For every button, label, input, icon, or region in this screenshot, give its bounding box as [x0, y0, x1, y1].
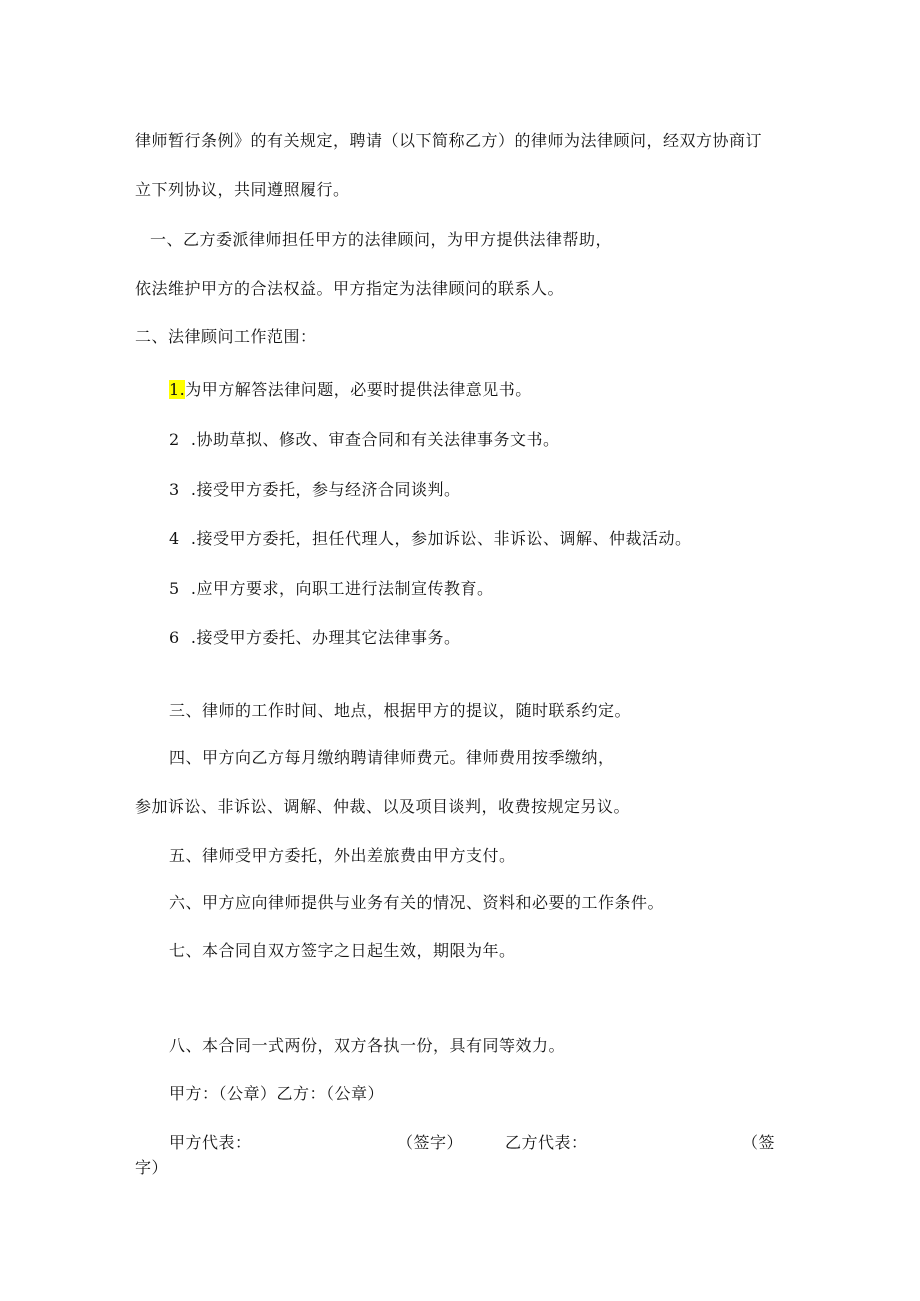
seal-line: 甲方：（公章）乙方：（公章） [169, 1084, 385, 1103]
scope-item-text: .应甲方要求，向职工进行法制宣传教育。 [190, 579, 494, 598]
clause-1-line-2: 依法维护甲方的合法权益。甲方指定为法律顾问的联系人。 [135, 279, 565, 298]
party-b-representative-label: 乙方代表： [505, 1133, 588, 1152]
scope-item-number: 2 [169, 430, 180, 449]
scope-item-number: 5 [169, 579, 180, 598]
clause-2-heading: 二、法律顾问工作范围： [135, 327, 317, 346]
party-b-signature-label-start: （签 [742, 1133, 776, 1152]
scope-item-1 [169, 380, 532, 400]
party-a-signature-label: （签字） [397, 1133, 464, 1152]
clause-3: 三、律师的工作时间、地点，根据甲方的提议，随时联系约定。 [169, 701, 632, 720]
scope-item-text: .协助草拟、修改、审查合同和有关法律事务文书。 [190, 430, 560, 449]
party-a-representative-label: 甲方代表： [169, 1133, 252, 1152]
scope-item-4 [169, 529, 691, 549]
scope-item-text: .接受甲方委托，担任代理人，参加诉讼、非诉讼、调解、仲裁活动。 [190, 529, 692, 548]
clause-4-line-1: 四、甲方向乙方每月缴纳聘请律师费元。律师费用按季缴纳， [169, 748, 615, 767]
clause-4-line-2: 参加诉讼、非诉讼、调解、仲裁、以及项目谈判，收费按规定另议。 [135, 797, 631, 816]
scope-item-number: 4 [169, 529, 180, 548]
scope-item-number: 3 [169, 480, 180, 499]
intro-line-1: 律师暂行条例》的有关规定，聘请（以下简称乙方）的律师为法律顾问，经双方协商订 [135, 131, 763, 150]
scope-item-number-highlighted: 1. [169, 380, 186, 399]
scope-item-number: 6 [169, 628, 180, 647]
clause-1-line-1: 一、乙方委派律师担任甲方的法律顾问，为甲方提供法律帮助， [150, 230, 613, 249]
scope-item-3 [169, 480, 460, 500]
clause-8: 八、本合同一式两份，双方各执一份，具有同等效力。 [169, 1036, 566, 1055]
party-b-signature-label-end: 字） [135, 1158, 169, 1177]
scope-item-text: 为甲方解答法律问题，必要时提供法律意见书。 [185, 380, 532, 399]
scope-item-text: .接受甲方委托，参与经济合同谈判。 [190, 480, 461, 499]
scope-item-text: .接受甲方委托、办理其它法律事务。 [190, 628, 461, 647]
intro-line-2: 立下列协议，共同遵照履行。 [135, 180, 350, 199]
scope-item-2 [169, 430, 559, 450]
scope-item-6 [169, 628, 460, 648]
clause-5: 五、律师受甲方委托，外出差旅费由甲方支付。 [169, 846, 516, 865]
clause-7: 七、本合同自双方签字之日起生效，期限为年。 [169, 941, 516, 960]
clause-6: 六、甲方应向律师提供与业务有关的情况、资料和必要的工作条件。 [169, 893, 665, 912]
scope-item-5 [169, 579, 493, 599]
